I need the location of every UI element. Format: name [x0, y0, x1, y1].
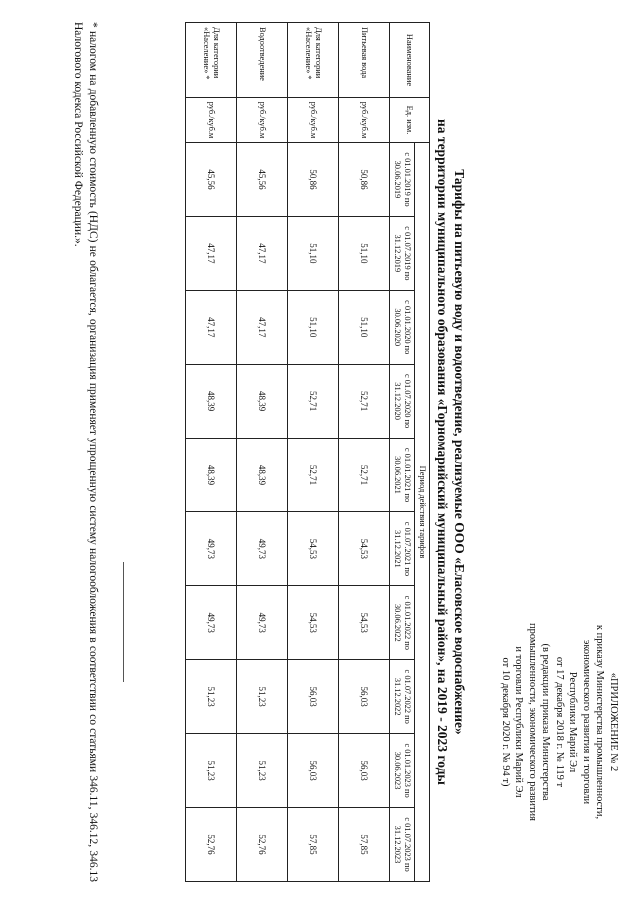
tariff-cell: 54,53 [288, 512, 339, 586]
row-unit: руб./куб.м [288, 98, 339, 143]
tariff-cell: 50,86 [339, 143, 390, 217]
tariff-cell: 48,39 [186, 438, 237, 512]
period-header: с 01.01.2023 по 30.06.2023 [390, 734, 415, 808]
tariff-cell: 47,17 [237, 290, 288, 364]
tariff-cell: 52,71 [339, 364, 390, 438]
tariff-cell: 54,53 [339, 512, 390, 586]
period-header: с 01.07.2021 по 31.12.2021 [390, 512, 415, 586]
period-header: с 01.07.2019 по 31.12.2019 [390, 216, 415, 290]
period-header: с 01.01.2020 по 30.06.2020 [390, 290, 415, 364]
tariff-cell: 51,23 [237, 734, 288, 808]
divider-line [123, 562, 124, 682]
tariff-table [185, 22, 430, 882]
tariff-cell: 52,76 [237, 808, 288, 882]
row-name: Питьевая вода [339, 23, 390, 98]
tariff-cell: 49,73 [237, 512, 288, 586]
tariff-cell: 48,39 [186, 364, 237, 438]
row-unit: руб./куб.м [186, 98, 237, 143]
tariff-cell: 56,03 [288, 660, 339, 734]
tariff-cell: 45,56 [186, 143, 237, 217]
tariff-cell: 49,73 [237, 586, 288, 660]
row-name: Для категории «Население» * [288, 23, 339, 98]
period-header: с 01.01.2021 по 30.06.2021 [390, 438, 415, 512]
document-title [434, 22, 468, 882]
tariff-cell: 57,85 [288, 808, 339, 882]
table-row [186, 23, 237, 882]
tariff-cell: 56,03 [339, 660, 390, 734]
annex-line: «ПРИЛОЖЕНИЕ № 2 [608, 672, 619, 772]
tariff-cell: 52,71 [339, 438, 390, 512]
tariff-cell: 49,73 [186, 586, 237, 660]
table-row [288, 23, 339, 882]
table-row [339, 23, 390, 882]
period-header: с 01.07.2023 по 31.12.2023 [390, 808, 415, 882]
tariff-cell: 57,85 [339, 808, 390, 882]
period-header: с 01.01.2019 по 30.06.2019 [390, 143, 415, 217]
row-unit: руб./куб.м [339, 98, 390, 143]
annex-line: экономического развития и торговли [581, 639, 592, 805]
tariff-cell: 56,03 [339, 734, 390, 808]
row-unit: руб./куб.м [237, 98, 288, 143]
tariff-cell: 47,17 [186, 290, 237, 364]
header-unit: Ед. изм. [390, 98, 430, 143]
tariff-cell: 47,17 [186, 216, 237, 290]
period-header: с 01.07.2020 по 31.12.2020 [390, 364, 415, 438]
tariff-cell: 48,39 [237, 364, 288, 438]
period-header: с 01.07.2022 по 31.12.2022 [390, 660, 415, 734]
annex-line: от 17 декабря 2018 г. № 119 т [554, 656, 565, 788]
tariff-cell: 51,23 [186, 734, 237, 808]
tariff-cell: 48,39 [237, 438, 288, 512]
tariff-cell: 50,86 [288, 143, 339, 217]
annex-line: промышленности, экономического развития [527, 622, 538, 821]
tariff-cell: 54,53 [339, 586, 390, 660]
tariff-cell: 51,10 [288, 216, 339, 290]
tariff-cell: 52,71 [288, 364, 339, 438]
tariff-cell: 56,03 [288, 734, 339, 808]
rotated-sheet [20, 22, 620, 882]
header-name: Наименование [390, 23, 430, 98]
annex-line: к приказу Министерства промышленности, [594, 624, 606, 820]
annex-line: и торговли Республики Марий Эл [513, 646, 525, 798]
row-name: Водоотведение [237, 23, 288, 98]
annex-line: от 10 декабря 2020 г. № 94 т) [500, 657, 511, 787]
tariff-cell: 54,53 [288, 586, 339, 660]
annex-line: Республики Марий Эл [567, 671, 579, 773]
tariff-cell: 51,23 [237, 660, 288, 734]
table-row [237, 23, 288, 882]
tariff-cell: 51,10 [288, 290, 339, 364]
header-period: Период действия тарифов [415, 143, 430, 882]
annex-block [499, 562, 621, 882]
footnote: * налогом на добавленную стоимость (НДС) не облагается, организация применяет упрощенную систему налогообложения в соответствии со статьями 346.11, 346.12, 346.13 Налогового кодекса Российской Федерации.». [72, 22, 99, 882]
title-line-2: на территории муниципального образования «Горномарийский муниципальный район», на 2019 - 2023 годы [435, 119, 450, 785]
row-name: Для категории «Население» * [186, 23, 237, 98]
tariff-cell: 45,56 [237, 143, 288, 217]
tariff-cell: 51,10 [339, 216, 390, 290]
tariff-cell: 49,73 [186, 512, 237, 586]
tariff-cell: 52,76 [186, 808, 237, 882]
tariff-cell: 51,23 [186, 660, 237, 734]
tariff-cell: 52,71 [288, 438, 339, 512]
annex-line: (в редакции приказа Министерства [540, 643, 552, 801]
period-header: с 01.01.2022 по 30.06.2022 [390, 586, 415, 660]
tariff-cell: 47,17 [237, 216, 288, 290]
tariff-cell: 51,10 [339, 290, 390, 364]
title-line-1: Тарифы на питьевую воду и водоотведение, реализуемые ООО «Еласовское водоснабжение» [452, 169, 467, 735]
